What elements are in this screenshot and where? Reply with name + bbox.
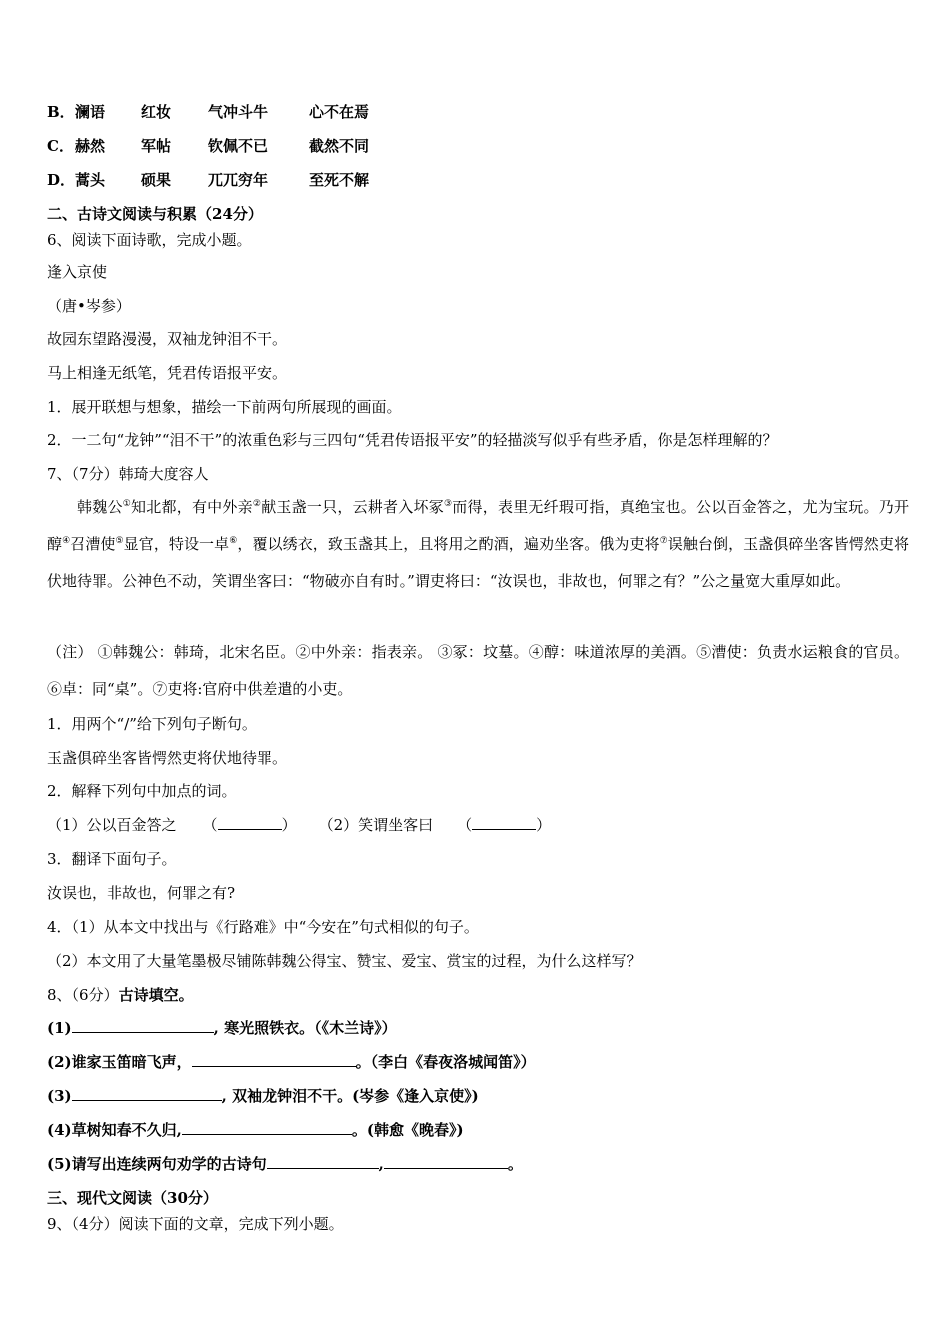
sub2-item-2: （2）笑谓坐客曰 bbox=[318, 816, 434, 834]
paren-close: ） bbox=[281, 816, 297, 834]
question-7-sub3: 3．翻译下面句子。 bbox=[47, 850, 177, 868]
question-7-sub4a: 4．（1）从本文中找出与《行路难》中“今安在”句式相似的句子。 bbox=[47, 918, 479, 936]
option-word: 截然不同 bbox=[309, 137, 370, 155]
question-8-title bbox=[47, 985, 194, 1005]
question-7-sub2: 2．解释下列句中加点的词。 bbox=[47, 782, 237, 800]
paren-close: ） bbox=[536, 816, 552, 834]
fill-prefix: (3) bbox=[47, 1087, 72, 1105]
annotation-notes: （注） ①韩魏公：韩琦，北宋名臣。②中外亲：指表亲。 ③冢：坟墓。④醇：味道浓厚的美酒。⑤漕使：负责水运粮食的官员。⑥卓：同“桌”。⑦吏将:官府中供差遣的小吏。 bbox=[47, 643, 909, 698]
option-label: C． bbox=[47, 137, 74, 155]
option-word: 硕果 bbox=[141, 171, 172, 189]
footnote-ref: ② bbox=[252, 499, 262, 509]
fill-prefix: (4)草树知春不久归, bbox=[47, 1121, 182, 1139]
poem-line: 马上相逢无纸笔，凭君传语报平安。 bbox=[47, 364, 288, 382]
fill-prefix: (1) bbox=[47, 1019, 72, 1037]
question-8-score: 8、（6分） bbox=[47, 986, 119, 1004]
passage-text: 献玉盏一只，云耕者入坏冢 bbox=[261, 498, 444, 516]
question-7-sub1-text: 玉盏俱碎坐客皆愕然吏将伏地待罪。 bbox=[47, 749, 288, 767]
footnote-ref: ⑥ bbox=[229, 536, 238, 546]
question-7-sub2-items bbox=[47, 815, 551, 835]
option-label: B． bbox=[47, 103, 75, 121]
answer-blank[interactable] bbox=[182, 1120, 352, 1135]
footnote-ref: ⑦ bbox=[659, 536, 668, 546]
question-8-instruction: 古诗填空。 bbox=[118, 986, 194, 1004]
option-word: 赫然 bbox=[75, 137, 106, 155]
section-heading: 三、现代文阅读（30分） bbox=[47, 1189, 218, 1207]
passage-text: 显官，特设一卓 bbox=[123, 535, 230, 553]
fill-line-3 bbox=[47, 1086, 479, 1106]
question-7-sub3-text: 汝误也，非故也，何罪之有? bbox=[47, 884, 236, 902]
paren-open: （ bbox=[202, 816, 218, 834]
fill-line-1 bbox=[47, 1018, 397, 1038]
option-word: 心不在焉 bbox=[309, 103, 370, 121]
answer-blank[interactable] bbox=[72, 1018, 214, 1033]
fill-prefix: (2)谁家玉笛暗飞声， bbox=[47, 1053, 192, 1071]
sub2-item-1: （1）公以百金答之 bbox=[47, 816, 177, 834]
answer-blank[interactable] bbox=[218, 815, 282, 830]
fill-suffix: , 双袖龙钟泪不干。(岑参《逢入京使》) bbox=[221, 1087, 479, 1105]
question-6-intro: 6、阅读下面诗歌，完成小题。 bbox=[47, 231, 252, 249]
fill-suffix: , 寒光照铁衣。（《木兰诗》） bbox=[213, 1019, 397, 1037]
fill-suffix: 。（李白《春夜洛城闻笛》） bbox=[355, 1053, 536, 1071]
passage-text: ，覆以绣衣，致玉盏其上，且将用之酌酒，遍劝坐客。俄为吏将 bbox=[237, 535, 660, 553]
answer-blank[interactable] bbox=[472, 815, 536, 830]
fill-separator: , bbox=[378, 1155, 384, 1173]
fill-suffix: 。 bbox=[507, 1155, 523, 1173]
option-d bbox=[47, 170, 369, 190]
fill-line-5 bbox=[47, 1154, 523, 1174]
option-word: 兀兀穷年 bbox=[208, 171, 269, 189]
option-word: 红妆 bbox=[141, 103, 172, 121]
option-word: 军帖 bbox=[141, 137, 172, 155]
question-7-sub1: 1．用两个“/”给下列句子断句。 bbox=[47, 715, 257, 733]
poem-author: （唐•岑参） bbox=[47, 297, 131, 315]
answer-blank[interactable] bbox=[72, 1086, 222, 1101]
passage-text: 召漕使 bbox=[70, 535, 116, 553]
question-6-sub2: 2．一二句“龙钟”“泪不干”的浓重色彩与三四句“凭君传语报平安”的轻描淡写似乎有些矛盾，你是怎样理解的？ bbox=[47, 431, 778, 449]
answer-blank[interactable] bbox=[384, 1154, 508, 1169]
footnote-ref: ④ bbox=[62, 536, 71, 546]
question-7-sub4b: （2）本文用了大量笔墨极尽铺陈韩魏公得宝、赞宝、爱宝、赏宝的过程，为什么这样写？ bbox=[47, 952, 642, 970]
poem-line: 故园东望路漫漫，双袖龙钟泪不干。 bbox=[47, 330, 288, 348]
fill-prefix: (5)请写出连续两句劝学的古诗句 bbox=[47, 1155, 267, 1173]
paren-open: （ bbox=[457, 816, 473, 834]
classical-passage bbox=[47, 489, 909, 600]
section-heading: 二、古诗文阅读与积累（24分） bbox=[47, 205, 263, 223]
footnote-ref: ⑤ bbox=[115, 536, 124, 546]
question-6-sub1: 1．展开联想与想象，描绘一下前两句所展现的画面。 bbox=[47, 398, 402, 416]
option-label: D． bbox=[47, 171, 76, 189]
passage-text: 知北都，有中外亲 bbox=[131, 498, 253, 516]
option-b bbox=[47, 102, 369, 122]
question-9-intro: 9、（4分）阅读下面的文章，完成下列小题。 bbox=[47, 1215, 344, 1233]
question-7-title: 7、（7分）韩琦大度容人 bbox=[47, 465, 209, 483]
fill-suffix: 。(韩愈《晚春》) bbox=[351, 1121, 464, 1139]
answer-blank[interactable] bbox=[267, 1154, 379, 1169]
fill-line-4 bbox=[47, 1120, 464, 1140]
option-word: 钦佩不已 bbox=[208, 137, 269, 155]
answer-blank[interactable] bbox=[192, 1052, 356, 1067]
poem-title: 逢入京使 bbox=[47, 263, 108, 281]
passage-text: 误触台倒，玉盏俱碎坐客皆愕然吏将伏地待罪。公神色不动，笑谓坐客曰：“物破亦自有时。”谓吏将曰：“汝误也，非故也，何罪之有？”公之量宽大重厚如此。 bbox=[47, 535, 909, 590]
fill-line-2 bbox=[47, 1052, 536, 1072]
option-word: 澜语 bbox=[75, 103, 106, 121]
option-word: 蒿头 bbox=[75, 171, 106, 189]
option-word: 至死不解 bbox=[309, 171, 370, 189]
passage-text: 而得，表里无纤瑕可指，真绝宝也。公以百金答之，尤为宝玩。乃开醇 bbox=[47, 498, 909, 553]
footnote-ref: ① bbox=[122, 499, 132, 509]
option-c bbox=[47, 136, 369, 156]
option-word: 气冲斗牛 bbox=[208, 103, 269, 121]
footnote-ref: ③ bbox=[443, 499, 453, 509]
passage-text: 韩魏公 bbox=[77, 498, 123, 516]
